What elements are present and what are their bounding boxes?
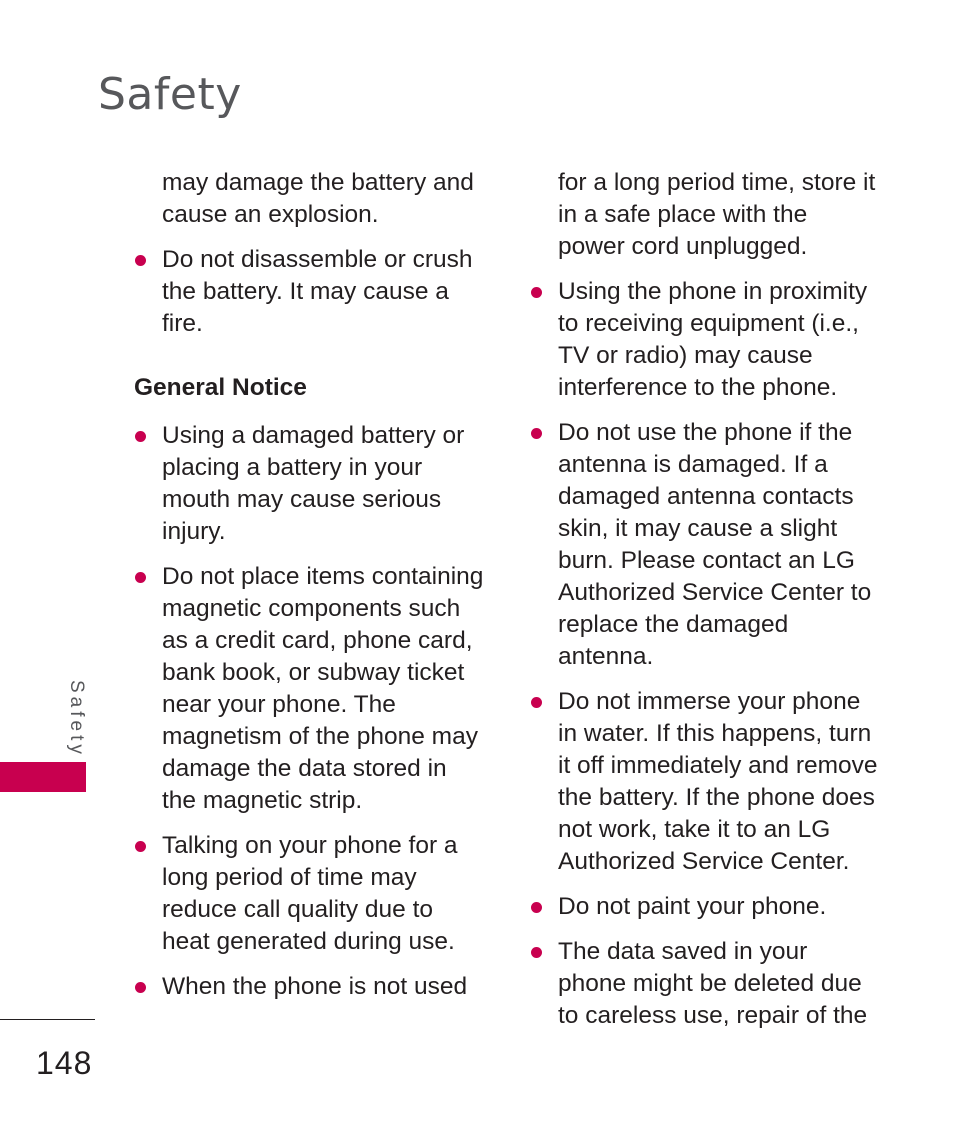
continuation-text: for a long period time, store it in a safe place with the power cord unplugged.	[558, 169, 876, 260]
left-column	[134, 167, 486, 1016]
bullet-icon	[531, 428, 542, 439]
bullet-icon	[135, 572, 146, 583]
section-heading: General Notice	[134, 374, 307, 401]
list-item-text: Do not place items containing magnetic components such as a credit card, phone card, bank book, or subway ticket near your phone. The magnetism of the phone may damage the data stored in the magnetic strip.	[162, 563, 484, 814]
list-item	[530, 936, 880, 1032]
page-number: 148	[36, 1045, 93, 1081]
list-item	[134, 561, 486, 817]
bullet-icon	[531, 287, 542, 298]
bullet-icon	[531, 947, 542, 958]
side-tab-label: Safety	[66, 680, 87, 758]
list-item-text: The data saved in your phone might be deleted due to careless use, repair of the	[558, 938, 868, 1029]
footer-divider	[0, 1019, 95, 1020]
list-item-text: Using the phone in proximity to receiving equipment (i.e., TV or radio) may cause interference to the phone.	[558, 278, 868, 401]
list-item	[530, 417, 880, 673]
bullet-icon	[135, 841, 146, 852]
list-item	[134, 830, 486, 958]
list-item	[530, 276, 880, 404]
list-item	[134, 420, 486, 548]
list-item-text: Using a damaged battery or placing a battery in your mouth may cause serious injury.	[162, 422, 465, 545]
list-item	[134, 971, 486, 1003]
right-column	[530, 167, 880, 1045]
list-item	[530, 686, 880, 878]
bullet-icon	[531, 697, 542, 708]
bullet-icon	[135, 982, 146, 993]
list-item-text: Do not immerse your phone in water. If this happens, turn it off immediately and remove the battery. If the phone does not work, take it to an LG Authorized Service Center.	[558, 688, 878, 875]
list-item-text: Do not paint your phone.	[558, 893, 827, 920]
list-item-text: Talking on your phone for a long period of time may reduce call quality due to heat generated during use.	[162, 832, 458, 955]
list-item-text: Do not use the phone if the antenna is damaged. If a damaged antenna contacts skin, it may cause a slight burn. Please contact an LG Authorized Service Center to replace the damaged antenna.	[558, 419, 872, 670]
list-item-text: Do not disassemble or crush the battery. It may cause a fire.	[162, 246, 473, 337]
bullet-icon	[531, 902, 542, 913]
bullet-icon	[135, 255, 146, 266]
bullet-icon	[135, 431, 146, 442]
list-item-text: When the phone is not used	[162, 973, 468, 1000]
list-item	[530, 891, 880, 923]
list-item	[134, 244, 486, 340]
page-title: Safety	[98, 69, 242, 120]
side-tab-marker	[0, 762, 86, 792]
continuation-text: may damage the battery and cause an explosion.	[162, 169, 474, 228]
